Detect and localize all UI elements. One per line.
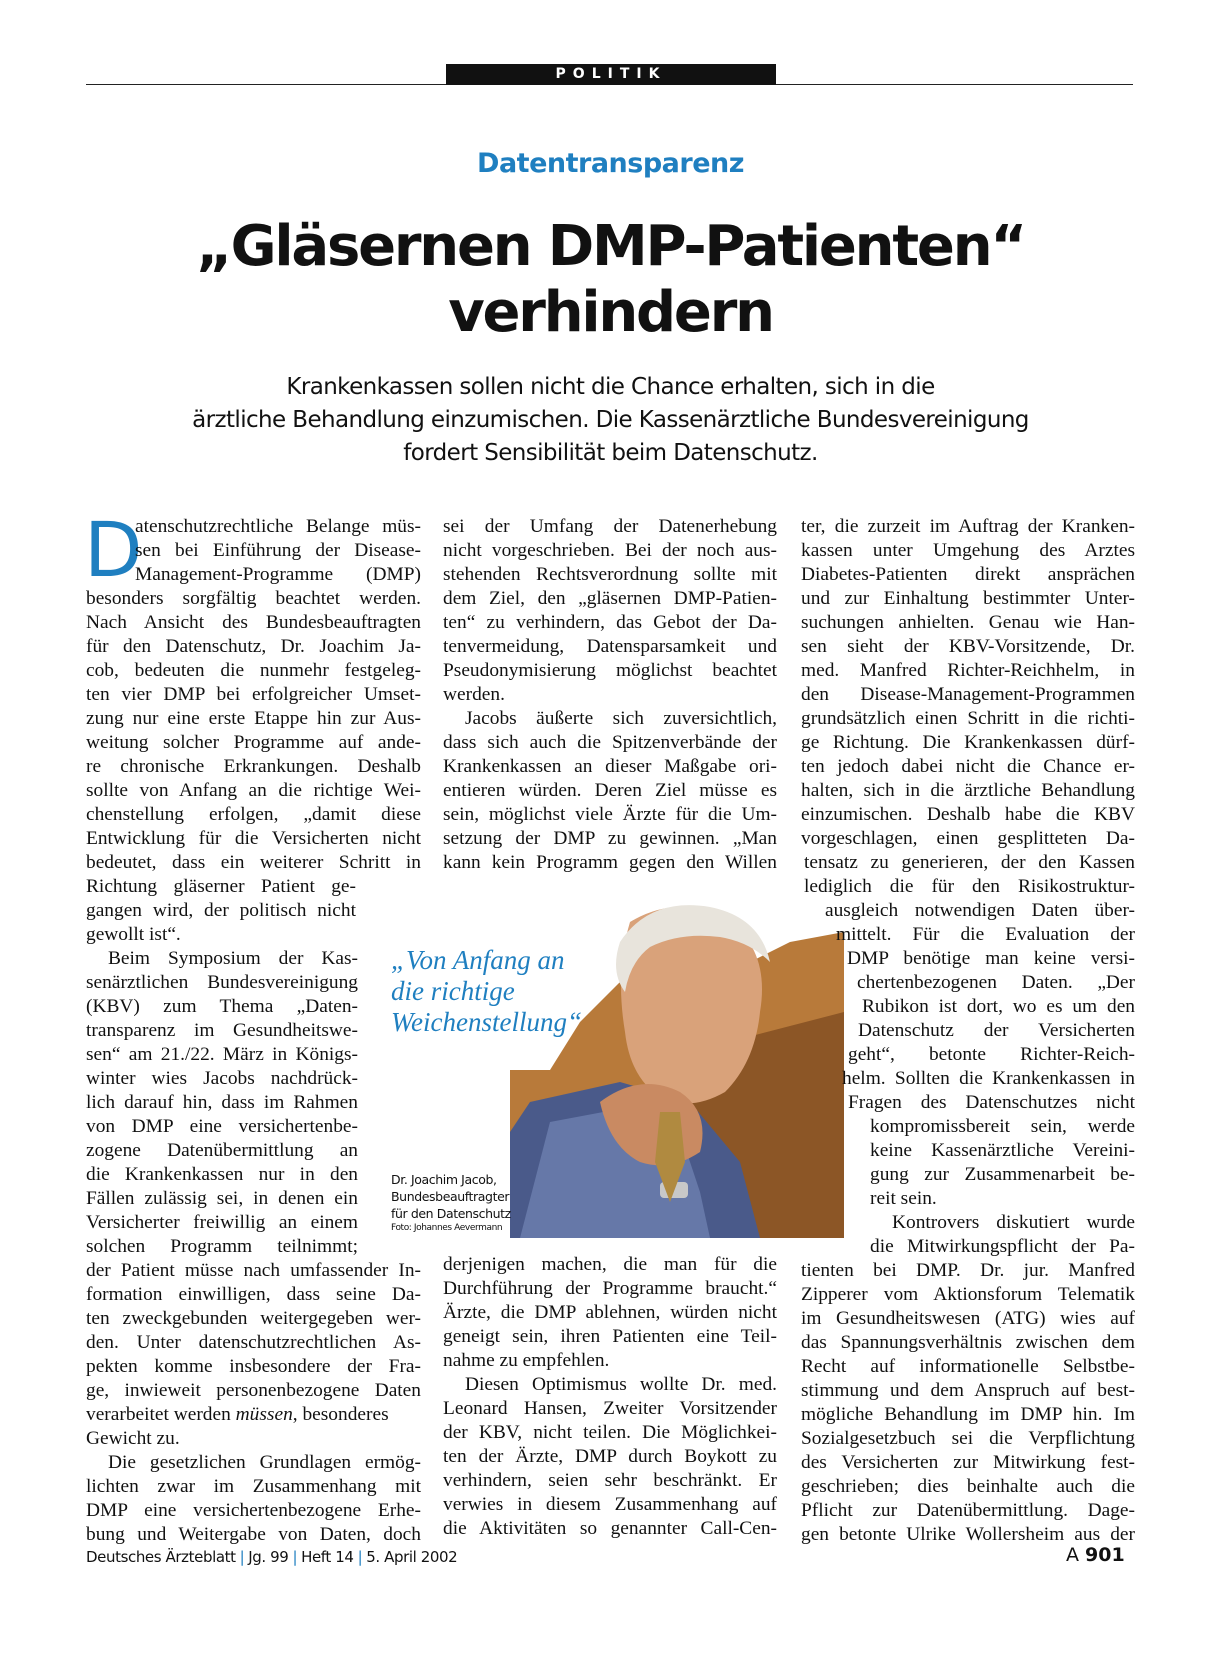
text-line: sei der Umfang der Datenerhebung: [443, 516, 777, 537]
text-line: chertenbezogenen Daten. „Der: [857, 972, 1135, 993]
footer-citation: [86, 1548, 457, 1566]
article-lede: [0, 371, 1221, 470]
text-line: ge, inwieweit personenbezogene Daten: [86, 1380, 421, 1401]
article-kicker: Datentransparenz: [477, 148, 744, 179]
page-number: [1066, 1544, 1125, 1566]
pull-quote: [391, 945, 651, 1038]
text-line: atenschutzrechtliche Belange müs-: [135, 516, 421, 537]
footer-separator: |: [357, 1548, 363, 1566]
text-line: Versicherter freiwillig an einem: [86, 1212, 358, 1233]
text-line: für den Datenschutz, Dr. Joachim Ja-: [86, 636, 421, 657]
text-line: werden.: [443, 684, 505, 705]
text-line: reit sein.: [870, 1188, 937, 1209]
text-line: den Disease-Management-Programmen: [801, 684, 1135, 705]
text-line: Recht auf informationelle Selbstbe-: [801, 1356, 1135, 1377]
text-line: Pflicht zur Datenübermittlung. Dage-: [801, 1500, 1135, 1521]
text-line: tienten bei DMP. Dr. jur. Manfred: [801, 1260, 1135, 1281]
text-line: zogene Datenübermittlung an: [86, 1140, 358, 1161]
text-line: ausgleich notwendigen Daten über-: [825, 900, 1135, 921]
text-line: (KBV) zum Thema „Daten-: [86, 996, 358, 1017]
text-line: mittelt. Für die Evaluation der: [836, 924, 1135, 945]
text-line: vorgeschlagen, einen gesplitteten Da-: [801, 828, 1135, 849]
text-line: tensatz zu generieren, der den Kassen: [804, 852, 1135, 873]
page-number-value: 901: [1085, 1544, 1125, 1566]
text-line: derjenigen machen, die man für die: [443, 1254, 777, 1275]
text-line: [86, 1403, 421, 1427]
text-line: Durchführung der Programme braucht.“: [443, 1278, 777, 1299]
text-line: geschrieben; dies beinhalte auch die: [801, 1476, 1135, 1497]
caption-line: für den Datenschutz: [391, 1206, 511, 1221]
text-line: gewollt ist“.: [86, 924, 181, 945]
text-line: nicht vorgeschrieben. Bei der noch aus-: [443, 540, 777, 561]
text-line: entieren würden. Deren Ziel müsse es: [443, 780, 777, 801]
issue: Heft 14: [301, 1548, 354, 1566]
text-line: zung nur eine erste Etappe hin zur Aus-: [86, 708, 421, 729]
drop-cap: D: [84, 505, 143, 594]
text-line: Richtung gläserner Patient ge-: [86, 876, 356, 897]
text-line: kompromissbereit sein, werde: [870, 1116, 1135, 1137]
text-line: ten zweckgebunden weitergegeben wer-: [86, 1308, 421, 1329]
text-line: Pseudonymisierung möglichst beachtet: [443, 660, 777, 681]
text-line: der Patient müsse nach umfassender In-: [86, 1260, 421, 1281]
text-line: lich darauf hin, dass im Rahmen: [86, 1092, 358, 1113]
text-line: geht“, betonte Richter-Reich-: [848, 1044, 1135, 1065]
text-line: senärztlichen Bundesvereinigung: [86, 972, 358, 993]
text-line: Krankenkassen an dieser Maßgabe ori-: [443, 756, 777, 777]
text-line: die Aktivitäten so genannter Call-Cen-: [443, 1518, 777, 1539]
text-line: dem Ziel, den „gläsernen DMP-Patien-: [443, 588, 777, 609]
text-line: ten jedoch dabei nicht die Chance er-: [801, 756, 1135, 777]
text-line: chenstellung erfolgen, „damit diese: [86, 804, 421, 825]
text-line: ter, die zurzeit im Auftrag der Kranken-: [801, 516, 1135, 537]
text-line: des Versicherten zur Mitwirkung fest-: [801, 1452, 1135, 1473]
lede-line-1: Krankenkassen sollen nicht die Chance erhalten, sich in die: [286, 374, 935, 400]
text-line: re chronische Erkrankungen. Deshalb: [86, 756, 421, 777]
text-line: gen betonte Ulrike Wollersheim aus der: [801, 1524, 1135, 1545]
text-line: lichten zwar im Zusammenhang mit: [86, 1476, 421, 1497]
section-label: POLITIK: [446, 64, 776, 85]
pull-quote-line: Weichenstellung“: [391, 1007, 582, 1037]
text-run: verarbeitet werden: [86, 1404, 231, 1425]
text-line: cob, bedeuten die nunmehr festgeleg-: [86, 660, 421, 681]
text-line: Leonard Hansen, Zweiter Vorsitzender: [443, 1398, 777, 1419]
text-line: grundsätzlich einen Schritt in die richti-: [801, 708, 1135, 729]
text-line: Die gesetzlichen Grundlagen ermög-: [108, 1452, 421, 1473]
text-line: nahme zu empfehlen.: [443, 1350, 610, 1371]
text-line: und zur Einhaltung bestimmter Unter-: [801, 588, 1135, 609]
volume: Jg. 99: [248, 1548, 289, 1566]
text-line: bedeutet, dass ein weiterer Schritt in: [86, 852, 421, 873]
text-line: sollte von Anfang an die richtige Wei-: [86, 780, 421, 801]
text-line: ten“ zu verhindern, das Gebot der Da-: [443, 612, 777, 633]
page-prefix: A: [1066, 1544, 1079, 1566]
text-line: sen bei Einführung der Disease-: [135, 540, 421, 561]
text-line: Fragen des Datenschutzes nicht: [848, 1092, 1135, 1113]
text-line: Zipperer vom Aktionsforum Telematik: [801, 1284, 1135, 1305]
text-line: gung zur Zusammenarbeit be-: [870, 1164, 1135, 1185]
text-line: kassen unter Umgehung des Arztes: [801, 540, 1135, 561]
article-title: [0, 214, 1221, 346]
text-line: im Gesundheitswesen (ATG) wies auf: [801, 1308, 1135, 1329]
text-line: Kontrovers diskutiert wurde: [892, 1212, 1135, 1233]
text-line: setzung der DMP zu gewinnen. „Man: [443, 828, 777, 849]
title-line-1: „Gläsernen DMP-Patienten“: [196, 214, 1025, 279]
text-line: sein, möglichst viele Ärzte für die Um-: [443, 804, 777, 825]
text-line: ten der Ärzte, DMP durch Boykott zu: [443, 1446, 777, 1467]
footer-separator: |: [239, 1548, 245, 1566]
text-line: Fällen zulässig sei, in denen ein: [86, 1188, 358, 1209]
text-line: besonders sorgfältig beachtet werden.: [86, 588, 421, 609]
issue-date: 5. April 2002: [366, 1548, 458, 1566]
text-line: Gewicht zu.: [86, 1428, 180, 1449]
text-line: sen“ am 21./22. März in Königs-: [86, 1044, 358, 1065]
text-line: verhindern, seien sehr beschränkt. Er: [443, 1470, 777, 1491]
text-line: winter wies Jacobs nachdrück-: [86, 1068, 358, 1089]
text-line: geneigt sein, ihren Patienten eine Teil-: [443, 1326, 777, 1347]
text-line: verwies in diesem Zusammenhang auf: [443, 1494, 777, 1515]
text-line: Diabetes-Patienten direkt ansprächen: [801, 564, 1135, 585]
photo-credit: Foto: Johannes Aevermann: [391, 1223, 503, 1233]
text-line: die Mitwirkungspflicht der Pa-: [870, 1236, 1135, 1257]
text-line: Entwicklung für die Versicherten nicht: [86, 828, 421, 849]
title-line-2: verhindern: [448, 280, 773, 345]
caption-line: Bundesbeauftragter: [391, 1189, 510, 1204]
text-line: Jacobs äußerte sich zuversichtlich,: [465, 708, 777, 729]
text-line: halten, sich in die ärztliche Behandlung: [801, 780, 1135, 801]
text-line: weitung solcher Programme auf ande-: [86, 732, 421, 753]
text-line: suchungen anhielten. Genau wie Han-: [801, 612, 1135, 633]
text-line: Rubikon ist dort, wo es um den: [862, 996, 1135, 1017]
text-line: Datenschutz der Versicherten: [858, 1020, 1135, 1041]
text-line: lediglich die für den Risikostruktur-: [804, 876, 1135, 897]
text-line: kann kein Programm gegen den Willen: [443, 852, 777, 873]
text-line: gangen wird, der politisch nicht: [86, 900, 356, 921]
text-line: solchen Programm teilnimmt;: [86, 1236, 358, 1257]
text-line: DMP eine versichertenbezogene Erhe-: [86, 1500, 421, 1521]
text-line: die Krankenkassen nur in den: [86, 1164, 358, 1185]
text-line: stehenden Rechtsverordnung sollte mit: [443, 564, 777, 585]
column-3: [801, 515, 1135, 1547]
journal-name: Deutsches Ärzteblatt: [86, 1548, 236, 1566]
text-line: stimmung und dem Anspruch auf best-: [801, 1380, 1135, 1401]
text-line: ge Richtung. Die Krankenkassen dürf-: [801, 732, 1135, 753]
text-line: der KBV, nicht teilen. Die Möglichkei-: [443, 1422, 777, 1443]
column-1: [84, 505, 421, 1547]
text-line: ten vier DMP bei erfolgreicher Umset-: [86, 684, 421, 705]
text-line: med. Manfred Richter-Reichhelm, in: [801, 660, 1135, 681]
text-line: DMP benötige man keine versi-: [847, 948, 1135, 969]
column-2-top: [443, 515, 777, 875]
text-line: sen sieht der KBV-Vorsitzende, Dr.: [801, 636, 1135, 657]
text-line: helm. Sollten die Krankenkassen in: [842, 1068, 1135, 1089]
text-line: den. Unter datenschutzrechtlichen As-: [86, 1332, 421, 1353]
text-line: mögliche Behandlung im DMP hin. Im: [801, 1404, 1135, 1425]
text-line: pekten komme insbesondere der Fra-: [86, 1356, 421, 1377]
text-line: bung und Weitergabe von Daten, doch: [86, 1524, 421, 1545]
pull-quote-line: „Von Anfang an: [391, 945, 565, 975]
text-line: Beim Symposium der Kas-: [108, 948, 358, 969]
caption-line: Dr. Joachim Jacob,: [391, 1172, 497, 1187]
text-line: von DMP eine versichertenbe-: [86, 1116, 358, 1137]
text-line: formation einwilligen, dass seine Da-: [86, 1284, 421, 1305]
footer-separator: |: [292, 1548, 298, 1566]
text-line: Management-Programme (DMP): [135, 564, 421, 585]
text-line: das Spannungsverhältnis zwischen dem: [801, 1332, 1135, 1353]
text-line: Ärzte, die DMP ablehnen, würden nicht: [443, 1302, 777, 1323]
emphasis: müssen: [235, 1404, 293, 1425]
photo-caption: [391, 1171, 521, 1235]
text-line: keine Kassenärztliche Vereini-: [870, 1140, 1135, 1161]
text-line: einzumischen. Deshalb habe die KBV: [801, 804, 1135, 825]
text-run: , besonderes: [292, 1404, 389, 1425]
text-line: tenvermeidung, Datensparsamkeit und: [443, 636, 777, 657]
column-2-bottom: [443, 1253, 777, 1541]
text-line: transparenz im Gesundheitswe-: [86, 1020, 358, 1041]
pull-quote-line: die richtige: [391, 976, 515, 1006]
text-line: dass sich auch die Spitzenverbände der: [443, 732, 777, 753]
text-line: Diesen Optimismus wollte Dr. med.: [465, 1374, 777, 1395]
text-line: Sozialgesetzbuch sei die Verpflichtung: [801, 1428, 1135, 1449]
lede-line-2: ärztliche Behandlung einzumischen. Die Kassenärztliche Bundesvereinigung: [192, 407, 1029, 433]
text-line: Nach Ansicht des Bundesbeauftragten: [86, 612, 421, 633]
lede-line-3: fordert Sensibilität beim Datenschutz.: [403, 440, 818, 466]
